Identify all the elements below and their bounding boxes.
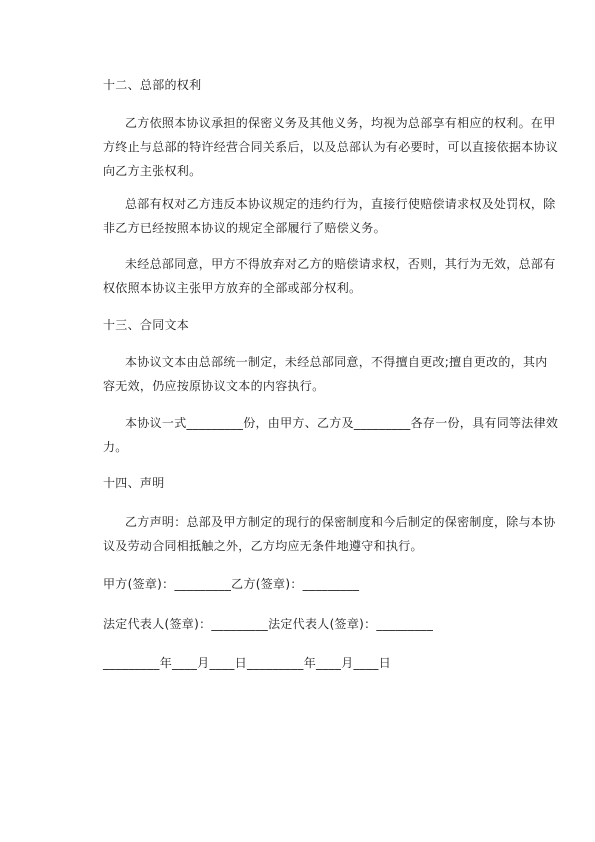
signature-parties bbox=[103, 572, 530, 596]
paragraph-13-1 bbox=[103, 350, 548, 398]
paragraph-line: 向乙方主张权利。 bbox=[103, 164, 202, 178]
paragraph-line: 本协议文本由总部统一制定，未经总部同意，不得擅自更改;擅自更改的，其内 bbox=[125, 355, 548, 369]
paragraph-line: 非乙方已经按照本协议的规定全部履行了赔偿义务。 bbox=[103, 221, 386, 235]
signature-line: 甲方(签章)：_________乙方(签章)：_________ bbox=[103, 577, 360, 591]
section-heading-14 bbox=[103, 471, 530, 495]
signature-representatives bbox=[103, 612, 530, 636]
paragraph-line: 容无效，仍应按原协议文本的内容执行。 bbox=[103, 379, 325, 393]
paragraph-line: 方终止与总部的特许经营合同关系后，以及总部认为有必要时，可以直接依据本协议 bbox=[103, 140, 559, 154]
heading-line: 十三、合同文本 bbox=[103, 318, 190, 332]
heading-line: 十二、总部的权利 bbox=[103, 78, 202, 92]
paragraph-12-1 bbox=[103, 111, 559, 183]
paragraph-line: 议及劳动合同相抵触之外，乙方均应无条件地遵守和执行。 bbox=[103, 539, 423, 553]
paragraph-line: 权依照本协议主张甲方放弃的全部或部分权利。 bbox=[103, 281, 362, 295]
date-line: _________年____月____日_________年____月____日 bbox=[103, 656, 392, 670]
paragraph-12-2 bbox=[103, 192, 556, 240]
paragraph-line: 乙方声明：总部及甲方制定的现行的保密制度和今后制定的保密制度，除与本协 bbox=[125, 515, 556, 529]
paragraph-line: 乙方依照本协议承担的保密义务及其他义务，均视为总部享有相应的权利。在甲 bbox=[125, 116, 556, 130]
paragraph-line: 未经总部同意，甲方不得放弃对乙方的赔偿请求权，否则，其行为无效，总部有 bbox=[125, 257, 556, 271]
signature-dates bbox=[103, 651, 530, 675]
heading-line: 十四、声明 bbox=[103, 476, 165, 490]
paragraph-line: 本协议一式_________份，由甲方、乙方及_________各存一份，具有同等法律效 bbox=[125, 416, 559, 430]
paragraph-14-1 bbox=[103, 510, 556, 558]
paragraph-line: 总部有权对乙方违反本协议规定的违约行为，直接行使赔偿请求权及处罚权，除 bbox=[125, 197, 556, 211]
paragraph-12-3 bbox=[103, 252, 556, 300]
paragraph-13-2 bbox=[103, 411, 559, 459]
section-heading-13 bbox=[103, 313, 530, 337]
signature-line: 法定代表人(签章)：_________法定代表人(签章)：_________ bbox=[103, 617, 434, 631]
paragraph-line: 力。 bbox=[103, 440, 128, 454]
section-heading-12 bbox=[103, 73, 530, 97]
